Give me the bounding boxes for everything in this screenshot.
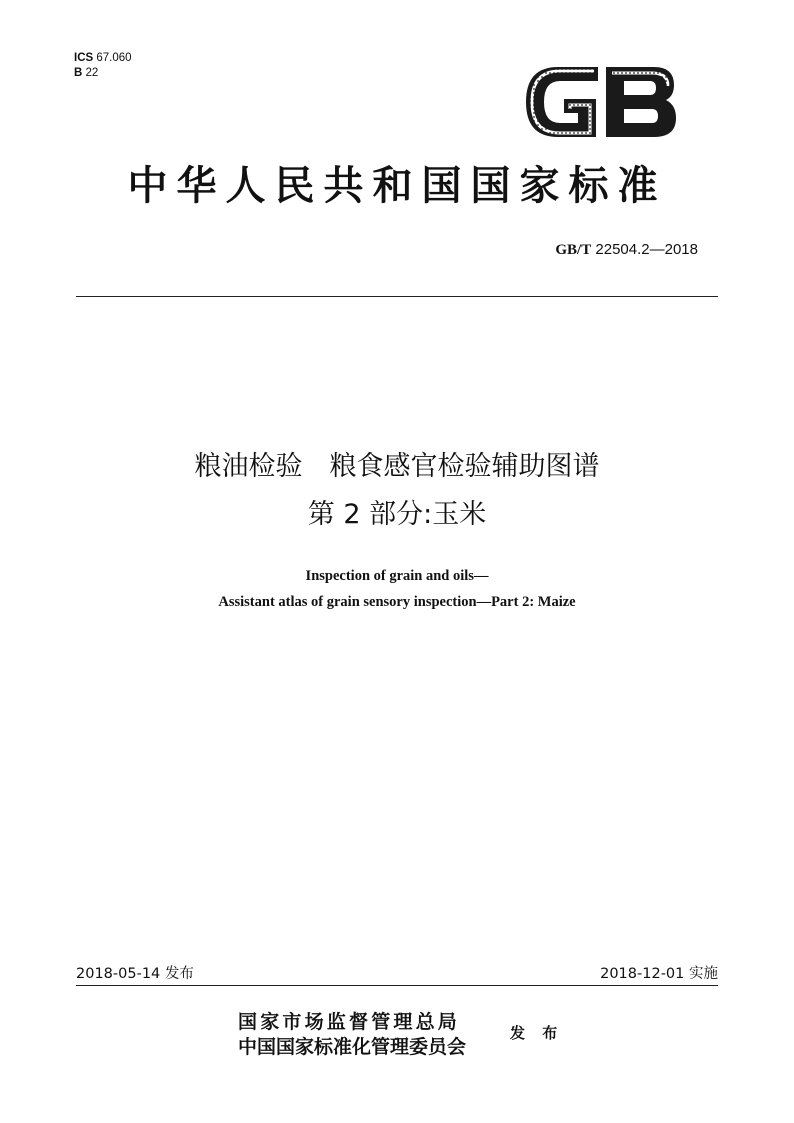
top-divider (76, 296, 718, 297)
issuer-sac: 中国国家标准化管理委员会 (238, 1036, 467, 1058)
classification-codes (74, 51, 132, 81)
ccs-code: B 22 (74, 67, 99, 79)
ics-code: ICS 67.060 (74, 52, 132, 64)
title-en-line2: Assistant atlas of grain sensory inspection—Part 2: Maize (218, 594, 576, 610)
country-standard-title: 中华人民共和国国家标准 (127, 162, 667, 209)
bottom-divider (76, 985, 718, 986)
issuing-authorities (238, 1010, 466, 1060)
issuer-samr: 国家市场监督管理总局 (238, 1011, 461, 1033)
title-en-line1: Inspection of grain and oils— (305, 568, 489, 584)
title-zh-line2: 第 2 部分:玉米 (307, 499, 487, 530)
issue-date: 2018-05-14 发布 (76, 966, 194, 982)
gb-logo-icon (520, 59, 680, 145)
title-zh-line1: 粮油检验 粮食感官检验辅助图谱 (194, 451, 600, 482)
standard-number (555, 241, 698, 259)
standard-code: 22504.2—2018 (595, 241, 698, 258)
publish-label: 发 布 (510, 1024, 564, 1042)
implementation-date: 2018-12-01 实施 (600, 966, 718, 982)
standard-prefix: GB/T (555, 242, 592, 258)
